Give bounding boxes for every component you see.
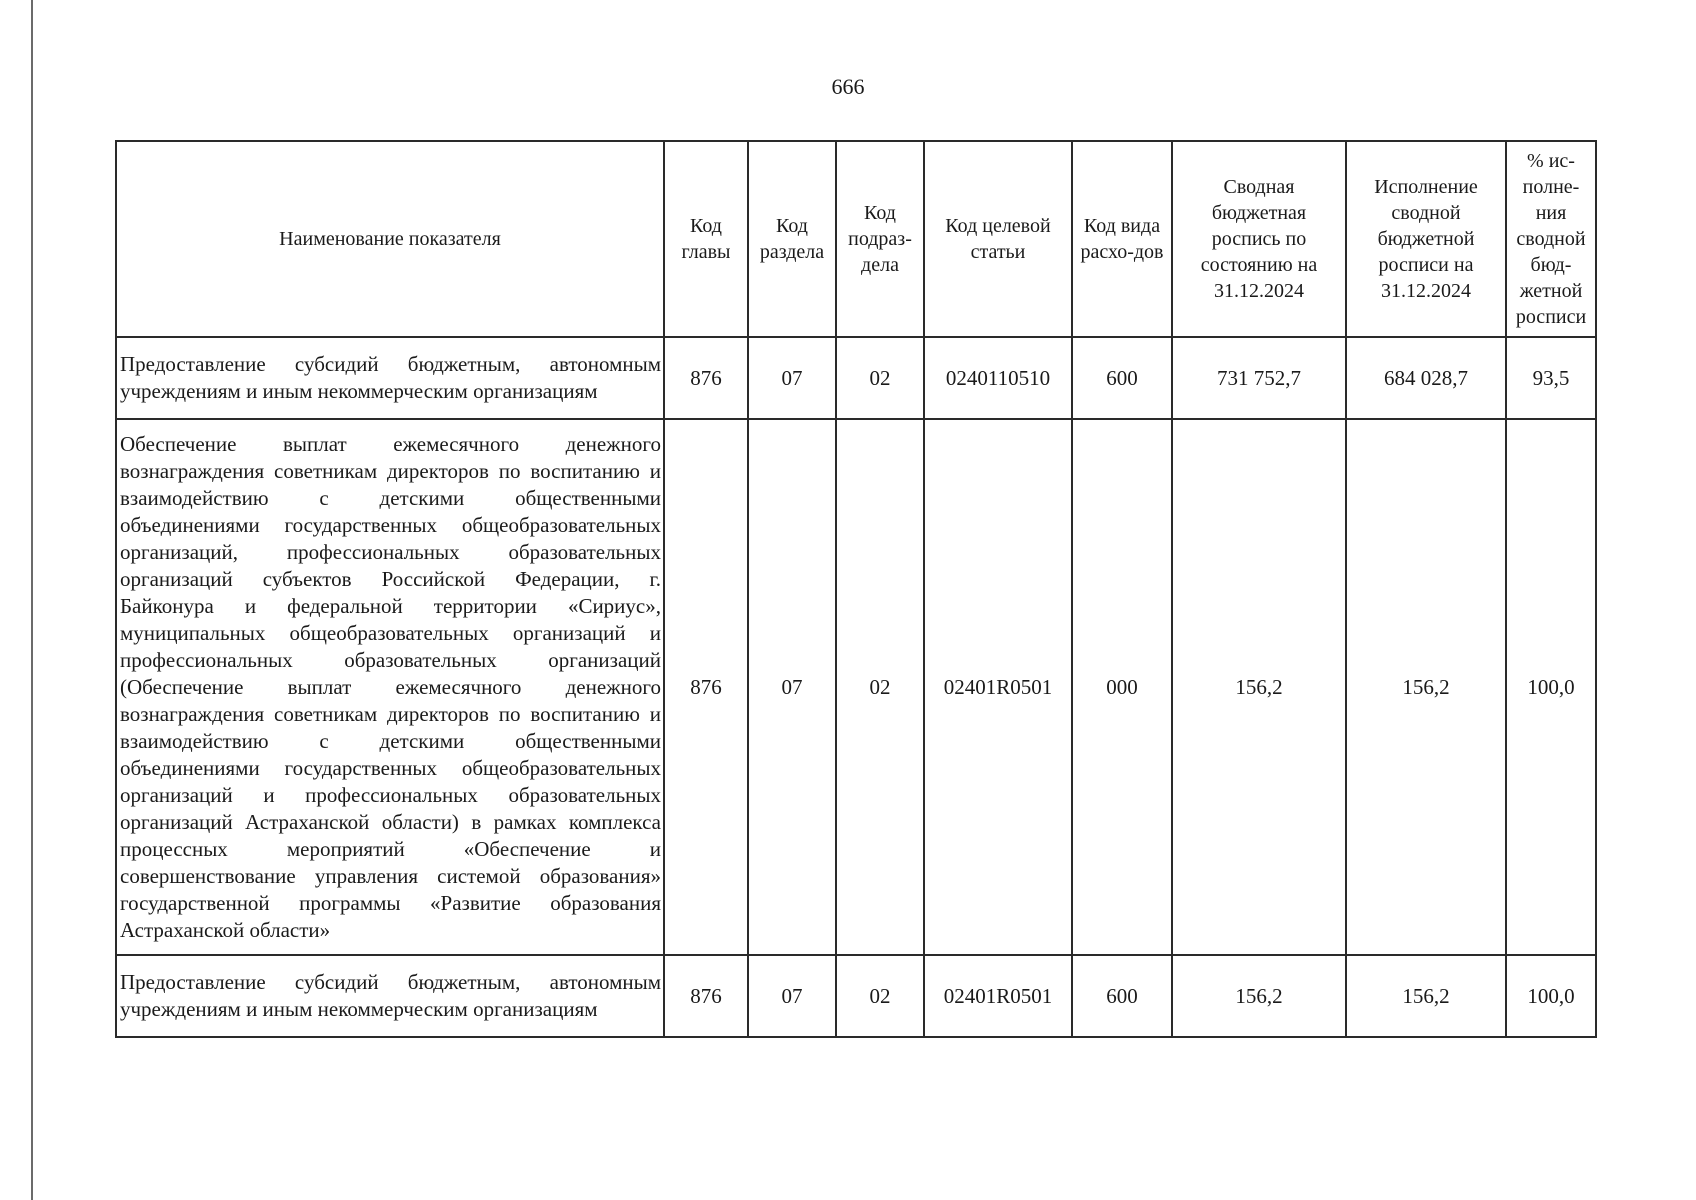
header-section-code: Код раздела <box>748 141 836 337</box>
row-expense-type: 600 <box>1072 955 1172 1037</box>
left-margin-line <box>31 0 33 1200</box>
row-expense-type: 000 <box>1072 419 1172 955</box>
header-name: Наименование показателя <box>116 141 664 337</box>
row-chapter: 876 <box>664 955 748 1037</box>
header-subsection-code: Код подраз-дела <box>836 141 924 337</box>
row-planned: 731 752,7 <box>1172 337 1346 419</box>
table-header-row <box>116 141 1596 337</box>
row-name: Предоставление субсидий бюджетным, автономным учреждениям и иным некоммерческим организациям <box>116 337 664 419</box>
row-target: 02401R0501 <box>924 419 1072 955</box>
row-subsection: 02 <box>836 337 924 419</box>
row-executed: 156,2 <box>1346 955 1506 1037</box>
row-target: 02401R0501 <box>924 955 1072 1037</box>
row-chapter: 876 <box>664 337 748 419</box>
row-section: 07 <box>748 337 836 419</box>
header-chapter-code: Код главы <box>664 141 748 337</box>
budget-execution-table <box>115 140 1597 1038</box>
table-row <box>116 419 1596 955</box>
row-section: 07 <box>748 955 836 1037</box>
row-target: 0240110510 <box>924 337 1072 419</box>
header-planned: Сводная бюджетная роспись по состоянию на 31.12.2024 <box>1172 141 1346 337</box>
page-number: 666 <box>831 74 865 99</box>
header-target-code: Код целевой статьи <box>924 141 1072 337</box>
row-subsection: 02 <box>836 955 924 1037</box>
header-expense-type-code: Код вида расхо-дов <box>1072 141 1172 337</box>
row-executed: 156,2 <box>1346 419 1506 955</box>
header-executed: Исполнение сводной бюджетной росписи на 31.12.2024 <box>1346 141 1506 337</box>
row-subsection: 02 <box>836 419 924 955</box>
row-percent: 100,0 <box>1506 419 1596 955</box>
table-row <box>116 955 1596 1037</box>
row-name: Предоставление субсидий бюджетным, автономным учреждениям и иным некоммерческим организациям <box>116 955 664 1037</box>
row-chapter: 876 <box>664 419 748 955</box>
row-planned: 156,2 <box>1172 419 1346 955</box>
table-row <box>116 337 1596 419</box>
header-percent: % ис-полне-ния сводной бюд-жетной росписи <box>1506 141 1596 337</box>
row-percent: 100,0 <box>1506 955 1596 1037</box>
row-name: Обеспечение выплат ежемесячного денежного вознаграждения советникам директоров по воспитанию и взаимодействию с детскими общественными объединениями государственных общеобразовательных организаций, профессиональных образовательных организаций субъектов Российской Федерации, г. Байконура и федеральной территории «Сириус», муниципальных общеобразовательных организаций и профессиональных образовательных организаций (Обеспечение выплат ежемесячного денежного вознаграждения советникам директоров по воспитанию и взаимодействию с детскими общественными объединениями государственных общеобразовательных организаций и профессиональных образовательных организаций Астраханской области) в рамках комплекса процессных мероприятий «Обеспечение и совершенствование управления системой образования» государственной программы «Развитие образования Астраханской области» <box>116 419 664 955</box>
row-expense-type: 600 <box>1072 337 1172 419</box>
row-planned: 156,2 <box>1172 955 1346 1037</box>
row-section: 07 <box>748 419 836 955</box>
row-executed: 684 028,7 <box>1346 337 1506 419</box>
row-percent: 93,5 <box>1506 337 1596 419</box>
